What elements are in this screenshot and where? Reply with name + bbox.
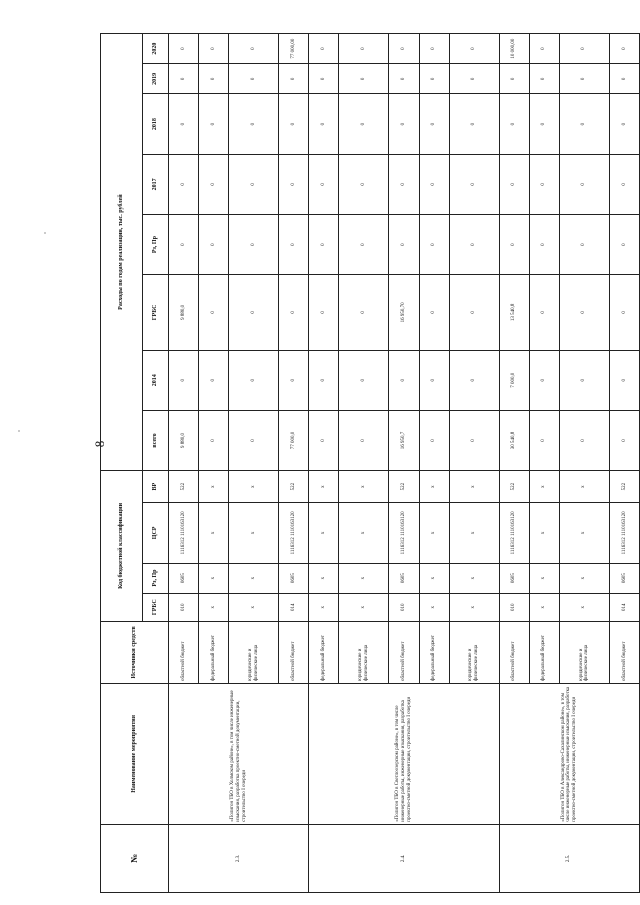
rzpr-cell: 0605: [169, 563, 199, 593]
source-cell: юридические и физические лица: [339, 621, 389, 683]
grbs2-cell: 0: [229, 275, 279, 350]
total-cell: 0: [309, 410, 339, 470]
header-2018: 2018: [143, 94, 169, 154]
source-cell: федеральный бюджет: [199, 621, 229, 683]
y2014-cell: 0: [169, 350, 199, 410]
rzpr2-cell: 0: [389, 214, 419, 274]
y2020-cell: 0: [529, 34, 559, 64]
header-2020: 2020: [143, 34, 169, 64]
csr-cell: 1116312 1110163120: [389, 503, 419, 563]
y2019-cell: 0: [499, 64, 529, 94]
source-cell: областной бюджет: [499, 621, 529, 683]
y2014-cell: 0: [529, 350, 559, 410]
y2017-cell: 0: [339, 154, 389, 214]
row-number: 2.3.: [169, 824, 309, 892]
y2014-cell: 0: [199, 350, 229, 410]
header-num: №: [101, 824, 169, 892]
rzpr2-cell: 0: [449, 214, 499, 274]
csr-cell: х: [229, 503, 279, 563]
source-cell: юридические и физические лица: [559, 621, 609, 683]
header-total: всего: [143, 410, 169, 470]
source-cell: федеральный бюджет: [419, 621, 449, 683]
csr-cell: 1116312 1110163120: [499, 503, 529, 563]
y2018-cell: 0: [499, 94, 529, 154]
grbs-cell: х: [449, 593, 499, 621]
vr-cell: 522: [279, 471, 309, 503]
y2019-cell: 0: [199, 64, 229, 94]
csr-cell: 1116312 1110163120: [169, 503, 199, 563]
grbs-cell: 010: [169, 593, 199, 621]
grbs-cell: х: [529, 593, 559, 621]
y2019-cell: 0: [389, 64, 419, 94]
grbs-cell: х: [339, 593, 389, 621]
header-grbs2: ГРБС: [143, 275, 169, 350]
header-2019: 2019: [143, 64, 169, 94]
source-cell: областной бюджет: [609, 621, 639, 683]
rotated-table-container: [100, 33, 640, 893]
rzpr-cell: х: [309, 563, 339, 593]
total-cell: 0: [529, 410, 559, 470]
csr-cell: 1116312 1110163120: [609, 503, 639, 563]
rzpr2-cell: 0: [499, 214, 529, 274]
y2017-cell: 0: [419, 154, 449, 214]
rzpr-cell: х: [529, 563, 559, 593]
grbs2-cell: 0: [529, 275, 559, 350]
rzpr2-cell: 0: [529, 214, 559, 274]
grbs2-cell: 16 950,70: [389, 275, 419, 350]
total-cell: 16 950,7: [389, 410, 419, 470]
total-cell: 0: [609, 410, 639, 470]
grbs-cell: 010: [389, 593, 419, 621]
y2020-cell: 0: [339, 34, 389, 64]
table-row: [169, 34, 199, 893]
row-number: 2.5.: [499, 824, 639, 892]
csr-cell: 1116312 1110163120: [279, 503, 309, 563]
grbs-cell: х: [559, 593, 609, 621]
y2020-cell: 0: [609, 34, 639, 64]
source-cell: областной бюджет: [279, 621, 309, 683]
rzpr2-cell: 0: [609, 214, 639, 274]
grbs2-cell: 0: [309, 275, 339, 350]
y2017-cell: 0: [389, 154, 419, 214]
scan-speck: [18, 430, 20, 432]
y2018-cell: 0: [229, 94, 279, 154]
y2018-cell: 0: [389, 94, 419, 154]
header-expenses: Расходы по годам реализации, тыс. рублей: [101, 34, 143, 471]
total-cell: 77 000,0: [279, 410, 309, 470]
y2014-cell: 0: [229, 350, 279, 410]
y2018-cell: 0: [559, 94, 609, 154]
y2018-cell: 0: [529, 94, 559, 154]
row-number: 2.4.: [309, 824, 499, 892]
y2018-cell: 0: [279, 94, 309, 154]
csr-cell: х: [559, 503, 609, 563]
y2017-cell: 0: [559, 154, 609, 214]
y2014-cell: 0: [419, 350, 449, 410]
header-kbk: Код бюджетной классификации: [101, 471, 143, 622]
grbs-cell: х: [229, 593, 279, 621]
vr-cell: х: [529, 471, 559, 503]
vr-cell: х: [229, 471, 279, 503]
page-number: 8: [92, 440, 107, 448]
y2017-cell: 0: [309, 154, 339, 214]
header-2017: 2017: [143, 154, 169, 214]
vr-cell: 522: [389, 471, 419, 503]
total-cell: 0: [199, 410, 229, 470]
budget-table: [100, 33, 640, 893]
source-cell: юридические и физические лица: [449, 621, 499, 683]
y2014-cell: 0: [279, 350, 309, 410]
y2019-cell: 0: [559, 64, 609, 94]
total-cell: 0: [229, 410, 279, 470]
rzpr-cell: х: [199, 563, 229, 593]
csr-cell: х: [449, 503, 499, 563]
grbs2-cell: 0: [559, 275, 609, 350]
vr-cell: 522: [609, 471, 639, 503]
header-grbs: ГРБС: [143, 593, 169, 621]
rzpr2-cell: 0: [229, 214, 279, 274]
y2017-cell: 0: [449, 154, 499, 214]
y2018-cell: 0: [609, 94, 639, 154]
y2020-cell: 77 000,00: [279, 34, 309, 64]
source-cell: областной бюджет: [169, 621, 199, 683]
y2019-cell: 0: [339, 64, 389, 94]
y2017-cell: 0: [279, 154, 309, 214]
grbs2-cell: 9 880,0: [169, 275, 199, 350]
total-cell: 0: [559, 410, 609, 470]
y2017-cell: 0: [499, 154, 529, 214]
grbs-cell: 014: [609, 593, 639, 621]
vr-cell: х: [559, 471, 609, 503]
y2017-cell: 0: [529, 154, 559, 214]
vr-cell: х: [419, 471, 449, 503]
y2017-cell: 0: [169, 154, 199, 214]
header-vr: ВР: [143, 471, 169, 503]
csr-cell: х: [419, 503, 449, 563]
rzpr-cell: 0605: [279, 563, 309, 593]
grbs2-cell: 0: [419, 275, 449, 350]
vr-cell: 522: [169, 471, 199, 503]
header-2014: 2014: [143, 350, 169, 410]
total-cell: 0: [449, 410, 499, 470]
y2014-cell: 0: [339, 350, 389, 410]
y2019-cell: 0: [449, 64, 499, 94]
rzpr2-cell: 0: [279, 214, 309, 274]
grbs2-cell: 0: [609, 275, 639, 350]
rzpr2-cell: 0: [559, 214, 609, 274]
table-row: [309, 34, 339, 893]
y2014-cell: 0: [559, 350, 609, 410]
y2019-cell: 0: [609, 64, 639, 94]
y2014-cell: 0: [309, 350, 339, 410]
y2020-cell: 0: [449, 34, 499, 64]
measure-name: «Полигон ТБО в Холмском районе», в том числе инженерные изыскания, разработка проектно-сметной документации, строительство I очереди: [169, 684, 309, 825]
rzpr-cell: 0605: [499, 563, 529, 593]
vr-cell: 522: [499, 471, 529, 503]
vr-cell: х: [339, 471, 389, 503]
y2019-cell: 0: [229, 64, 279, 94]
y2020-cell: 10 000,00: [499, 34, 529, 64]
total-cell: 30 540,8: [499, 410, 529, 470]
rzpr-cell: х: [339, 563, 389, 593]
y2014-cell: 0: [609, 350, 639, 410]
y2020-cell: 0: [559, 34, 609, 64]
grbs-cell: х: [419, 593, 449, 621]
rzpr-cell: 0605: [389, 563, 419, 593]
vr-cell: х: [199, 471, 229, 503]
y2020-cell: 0: [229, 34, 279, 64]
total-cell: 0: [339, 410, 389, 470]
rzpr2-cell: 0: [309, 214, 339, 274]
rzpr2-cell: 0: [339, 214, 389, 274]
y2020-cell: 0: [389, 34, 419, 64]
grbs-cell: х: [199, 593, 229, 621]
rzpr2-cell: 0: [199, 214, 229, 274]
y2019-cell: 0: [529, 64, 559, 94]
y2017-cell: 0: [609, 154, 639, 214]
header-name: Наименование мероприятия: [101, 684, 169, 825]
y2014-cell: 0: [389, 350, 419, 410]
y2014-cell: 7 000,0: [499, 350, 529, 410]
grbs-cell: 010: [499, 593, 529, 621]
header-rzpr2: Рз, Пр: [143, 214, 169, 274]
header-source: Источники средств: [101, 621, 169, 683]
total-cell: 0: [419, 410, 449, 470]
csr-cell: х: [199, 503, 229, 563]
y2019-cell: 0: [419, 64, 449, 94]
rzpr-cell: 0605: [609, 563, 639, 593]
grbs2-cell: 0: [449, 275, 499, 350]
grbs2-cell: 0: [339, 275, 389, 350]
rzpr-cell: х: [419, 563, 449, 593]
y2020-cell: 0: [199, 34, 229, 64]
y2017-cell: 0: [199, 154, 229, 214]
y2020-cell: 0: [169, 34, 199, 64]
source-cell: федеральный бюджет: [529, 621, 559, 683]
y2019-cell: 0: [279, 64, 309, 94]
scan-speck: [44, 232, 46, 234]
y2017-cell: 0: [229, 154, 279, 214]
rzpr-cell: х: [449, 563, 499, 593]
csr-cell: х: [529, 503, 559, 563]
measure-name: «Полигон ТБО в Светлоозерском районе», в том числе инженерные работы, инженерные изыскания, разработка проектно-сметной документации, строительство I очереди: [309, 684, 499, 825]
y2018-cell: 0: [419, 94, 449, 154]
y2020-cell: 0: [309, 34, 339, 64]
y2014-cell: 0: [449, 350, 499, 410]
source-cell: федеральный бюджет: [309, 621, 339, 683]
csr-cell: х: [309, 503, 339, 563]
y2018-cell: 0: [449, 94, 499, 154]
y2018-cell: 0: [309, 94, 339, 154]
y2019-cell: 0: [309, 64, 339, 94]
y2020-cell: 0: [419, 34, 449, 64]
vr-cell: х: [449, 471, 499, 503]
source-cell: областной бюджет: [389, 621, 419, 683]
csr-cell: х: [339, 503, 389, 563]
y2018-cell: 0: [199, 94, 229, 154]
grbs2-cell: 13 540,8: [499, 275, 529, 350]
y2018-cell: 0: [339, 94, 389, 154]
rzpr-cell: х: [229, 563, 279, 593]
grbs-cell: х: [309, 593, 339, 621]
grbs2-cell: 0: [199, 275, 229, 350]
y2019-cell: 0: [169, 64, 199, 94]
measure-name: «Полигон ТБО в Александрово-Сахалинском районе», в том числе инженерные работы, инженерные изыскания, разработка проектно-сметной документации, строительство I очереди: [499, 684, 639, 825]
rzpr2-cell: 0: [419, 214, 449, 274]
vr-cell: х: [309, 471, 339, 503]
source-cell: юридические и физические лица: [229, 621, 279, 683]
grbs2-cell: 0: [279, 275, 309, 350]
header-csr: ЦСР: [143, 503, 169, 563]
header-rzpr: Рз, Пр: [143, 563, 169, 593]
table-row: [499, 34, 529, 893]
grbs-cell: 014: [279, 593, 309, 621]
rzpr-cell: х: [559, 563, 609, 593]
y2018-cell: 0: [169, 94, 199, 154]
total-cell: 9 880,0: [169, 410, 199, 470]
rzpr2-cell: 0: [169, 214, 199, 274]
